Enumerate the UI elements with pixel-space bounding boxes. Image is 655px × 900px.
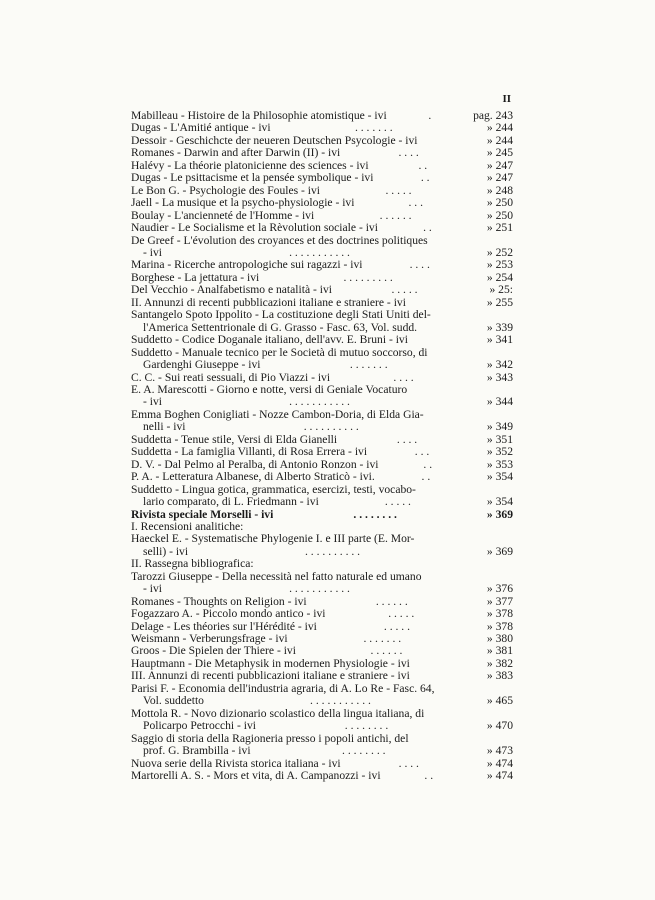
toc-entry [131,359,513,371]
toc-entry-text: - ivi [143,396,162,409]
toc-entry [131,484,513,496]
toc-entry [131,309,513,321]
toc-entry [131,297,513,309]
toc-entry [131,633,513,645]
toc-dot-leader: . . . . . . . . . . . [289,582,350,596]
toc-entry-text: Fogazzaro A. - Piccolo mondo antico - ivi [131,608,326,621]
toc-dot-leader: . . . . . . [375,594,408,608]
toc-entry [131,509,513,521]
toc-dot-leader: . . . . [398,756,419,770]
toc-dot-leader: . . . . . . . . . [343,270,393,284]
toc-page-ref: » 341 [486,333,513,347]
toc-entry-text: Mabilleau - Histoire de la Philosophie atomistique - ivi [131,110,387,122]
toc-page-ref: » 378 [486,619,513,633]
toc-page-ref: » 245 [486,146,513,160]
toc-page-ref: » 369 [486,544,513,558]
toc-page-ref: » 383 [486,669,513,683]
toc-entry [131,347,513,359]
toc-entry [131,259,513,271]
toc-entry-text: l'America Settentrionale di G. Grasso - Fasc. 63, Vol. sudd. [143,321,418,334]
toc-entry [131,758,513,770]
toc-dot-leader: . . . . . [388,607,415,621]
toc-entry-text: Romanes - Thoughts on Religion - ivi [131,595,307,608]
toc-dot-leader: . . . . . . [379,208,412,222]
toc-dot-leader: . . . . . [383,619,410,633]
toc-page-ref: » 250 [486,196,513,210]
toc-entry [131,322,513,334]
toc-entry [131,471,513,483]
toc-entry-text: I. Recensioni analitiche: [131,520,244,533]
toc-page-ref: » 354 [486,470,513,484]
toc-page-ref: » 382 [486,656,513,670]
toc-entry [131,621,513,633]
toc-dot-leader: . . . . . . . [363,632,402,646]
toc-page-ref: » 251 [486,221,513,235]
toc-page-ref: » 247 [486,158,513,172]
toc-entry-text: Suddetto - Lingua gotica, grammatica, esercizi, testi, vocabo- [131,483,416,496]
toc-entry [131,210,513,222]
toc-dot-leader: . . [418,158,428,172]
toc-entry [131,521,513,533]
toc-entry-text: Rivista speciale Morselli - ivi [131,508,274,521]
toc-entry-text: Martorelli A. S. - Mors et vita, di A. Campanozzi - ivi [131,770,381,783]
toc-dot-leader: . . . . . . . . . . . [310,694,371,708]
toc-page-ref: » 380 [486,632,513,646]
toc-entry [131,147,513,159]
toc-entry-text: Naudier - Le Socialisme et la Rèvolution sociale - ivi [131,222,378,235]
toc-entry-text: Nuova serie della Rivista storica italiana - ivi [131,757,341,770]
toc-entry [131,695,513,707]
toc-page-ref: » 253 [486,258,513,272]
toc-entry [131,272,513,284]
toc-dot-leader: . . . . . . . . . . [303,420,359,434]
toc-entry [131,185,513,197]
toc-entry [131,135,513,147]
toc-page-ref: » 255 [486,295,513,309]
toc-page-ref: » 342 [486,358,513,372]
toc-page-ref: » 254 [486,270,513,284]
toc-entry [131,197,513,209]
toc-entry [131,658,513,670]
toc-dot-leader: . . . [414,445,430,459]
toc-page-ref: » 354 [486,495,513,509]
toc-entry [131,745,513,757]
toc-entry-text: Marina - Ricerche antropologiche sui ragazzi - ivi [131,259,363,272]
toc-dot-leader: . . [423,457,433,471]
toc-entry [131,172,513,184]
toc-entry-text: De Greef - L'évolution des croyances et des doctrines politiques [131,234,428,247]
toc-entry [131,446,513,458]
toc-entry-text: Vol. suddetto [143,695,204,708]
page-number: II [502,93,511,105]
toc-entry-text: D. V. - Dal Pelmo al Peralba, di Antonio Ronzon - ivi [131,458,379,471]
toc-entry [131,583,513,595]
toc-dot-leader: . . . . . . . . . . . [289,395,350,409]
toc-dot-leader: . . . . . . . . [344,719,389,733]
toc-entry [131,558,513,570]
toc-page-ref: » 474 [486,756,513,770]
toc-entry-text: Jaell - La musique et la psycho-physiologie - ivi [131,197,355,210]
toc-entry [131,708,513,720]
toc-page-ref: » 25: [489,283,513,297]
toc-entry-text: Suddetta - La famiglia Villanti, di Rosa Errera - ivi [131,446,368,459]
toc-dot-leader: . [428,109,432,122]
toc-entry-text: nelli - ivi [143,421,186,434]
toc-entry-text: selli) - ivi [143,545,189,558]
toc-entry-text: Mottola R. - Novo dizionario scolastico della lingua italiana, di [131,707,425,720]
toc-entry [131,122,513,134]
toc-dot-leader: . . . . . [384,495,411,509]
toc-page-ref: » 353 [486,457,513,471]
toc-entry-text: Suddetto - Manuale tecnico per le Società di mutuo soccorso, di [131,346,428,359]
toc-entry [131,372,513,384]
toc-entry [131,645,513,657]
toc-entry [131,160,513,172]
toc-dot-leader: . . . . [393,370,414,384]
toc-entry-text: Borghese - La jettatura - ivi [131,271,260,284]
toc-page-ref: » 473 [486,744,513,758]
toc-entry [131,608,513,620]
toc-page-ref: pag. 243 [473,109,513,122]
toc-entry [131,284,513,296]
toc-dot-leader: . . . . [398,146,419,160]
toc-entry [131,459,513,471]
toc-dot-leader: . . . . . . . . . . . [289,245,350,259]
toc-entry-text: Parisi F. - Economia dell'industria agraria, di A. Lo Re - Fasc. 64, [131,682,435,695]
toc-entry [131,334,513,346]
toc-entry [131,533,513,545]
toc-page-ref: » 378 [486,607,513,621]
toc-entry [131,670,513,682]
toc-dot-leader: . . [423,221,432,235]
toc-entry-text: Delage - Les théories sur l'Hérédité - ivi [131,620,317,633]
toc-dot-leader: . . . . . . . . [353,507,397,521]
table-of-contents [131,110,513,782]
toc-dot-leader: . . . . . . . [349,358,388,372]
toc-page-ref: » 339 [486,320,513,334]
toc-entry [131,496,513,508]
toc-entry-text: lario comparato, di L. Friedmann - ivi [143,496,319,509]
toc-entry-text: E. A. Marescotti - Giorno e notte, versi di Geniale Vocaturo [131,383,408,396]
toc-page-ref: » 244 [486,121,513,135]
toc-entry-text: Romanes - Darwin and after Darwin (II) - ivi [131,147,341,160]
toc-entry-text: Dugas - Le psittacisme et la pensée symbolique - ivi [131,172,374,185]
toc-page-ref: » 474 [486,769,513,783]
toc-entry-text: Dugas - L'Amitié antique - ivi [131,122,271,135]
toc-entry-text: Dessoir - Geschichcte der neueren Deutschen Psycologie - ivi [131,134,418,147]
toc-entry-text: Policarpo Petrocchi - ivi [143,720,257,733]
toc-entry [131,720,513,732]
toc-entry-text: Suddetta - Tenue stile, Versi di Elda Gianelli [131,433,338,446]
toc-entry-text: Groos - Die Spielen der Thiere - ivi [131,645,296,658]
toc-entry-text: prof. G. Brambilla - ivi [143,745,251,758]
toc-entry-text: Haeckel E. - Systematische Phylogenie I. e III parte (E. Mor- [131,533,415,546]
toc-dot-leader: . . . . . . . . [342,744,386,758]
toc-entry-text: P. A. - Letteratura Albanese, di Alberto Straticò - ivi. [131,471,375,484]
toc-page-ref: » 351 [486,432,513,446]
toc-dot-leader: . . [420,171,430,185]
toc-entry-text: Hauptmann - Die Metaphysik in modernen Physiologie - ivi [131,657,410,670]
toc-entry [131,247,513,259]
toc-entry-text: - ivi [143,246,162,259]
toc-entry [131,596,513,608]
toc-entry-text: Suddetto - Codice Doganale italiano, dell'avv. E. Bruni - ivi [131,334,408,347]
toc-dot-leader: . . . . . . . [354,121,393,135]
toc-entry [131,733,513,745]
toc-entry [131,421,513,433]
toc-entry-text: Santangelo Spoto Ippolito - La costituzione degli Stati Uniti del- [131,309,431,322]
toc-page-ref: » 343 [486,370,513,384]
toc-page-ref: » 470 [486,719,513,733]
toc-page-ref: » 381 [486,644,513,658]
toc-page-ref: » 247 [486,171,513,185]
toc-page-ref: » 252 [486,245,513,259]
toc-entry-text: - ivi [143,583,162,596]
toc-dot-leader: . . . . [409,258,430,272]
toc-entry [131,222,513,234]
toc-entry-text: Boulay - L'ancienneté de l'Homme - ivi [131,209,315,222]
toc-entry-text: Weismann - Verberungsfrage - ivi [131,633,288,646]
toc-dot-leader: . . . . . . [370,644,403,658]
toc-entry [131,434,513,446]
toc-page-ref: » 349 [486,420,513,434]
toc-entry-text: Tarozzi Giuseppe - Della necessità nel fatto naturale ed umano [131,570,422,583]
toc-page-ref: » 344 [486,395,513,409]
toc-dot-leader: . . . . [396,432,418,446]
toc-dot-leader: . . . . . [385,183,412,197]
toc-entry-text: Del Vecchio - Analfabetismo e natalità - ivi [131,284,332,297]
toc-entry-text: C. C. - Sui reati sessuali, di Pio Viazzi - ivi [131,371,331,384]
toc-entry-text: III. Annunzi di recenti pubblicazioni italiane e straniere - ivi [131,670,410,683]
toc-entry [131,546,513,558]
toc-dot-leader: . . [424,769,434,783]
toc-page-ref: » 369 [486,507,513,521]
toc-entry [131,770,513,782]
toc-page-ref: » 250 [486,208,513,222]
toc-page-ref: » 377 [486,594,513,608]
toc-page-ref: » 465 [486,694,513,708]
toc-entry [131,110,513,122]
toc-entry-text: Le Bon G. - Psychologie des Foules - ivi [131,184,321,197]
toc-entry [131,396,513,408]
toc-dot-leader: . . [421,470,431,484]
toc-page-ref: » 248 [486,183,513,197]
toc-entry-text: Emma Boghen Conigliati - Nozze Cambon-Doria, di Elda Gia- [131,408,424,421]
toc-dot-leader: . . . . . . . . . . [305,544,361,558]
toc-dot-leader: . . . [408,196,423,210]
toc-page-ref: » 352 [486,445,513,459]
toc-entry-text: II. Annunzi di recenti pubblicazioni italiane e straniere - ivi [131,296,406,309]
toc-entry-text: Gardenghi Giuseppe - ivi [143,359,261,372]
toc-entry-text: II. Rassegna bibliografica: [131,558,254,571]
toc-page-ref: » 244 [486,133,513,147]
toc-dot-leader: . . . . . [391,283,418,297]
toc-entry-text: Halévy - La théorie platonicienne des sciences - ivi [131,159,369,172]
toc-entry-text: Saggio di storia della Ragioneria presso i popoli antichi, del [131,732,409,745]
toc-page-ref: » 376 [486,582,513,596]
